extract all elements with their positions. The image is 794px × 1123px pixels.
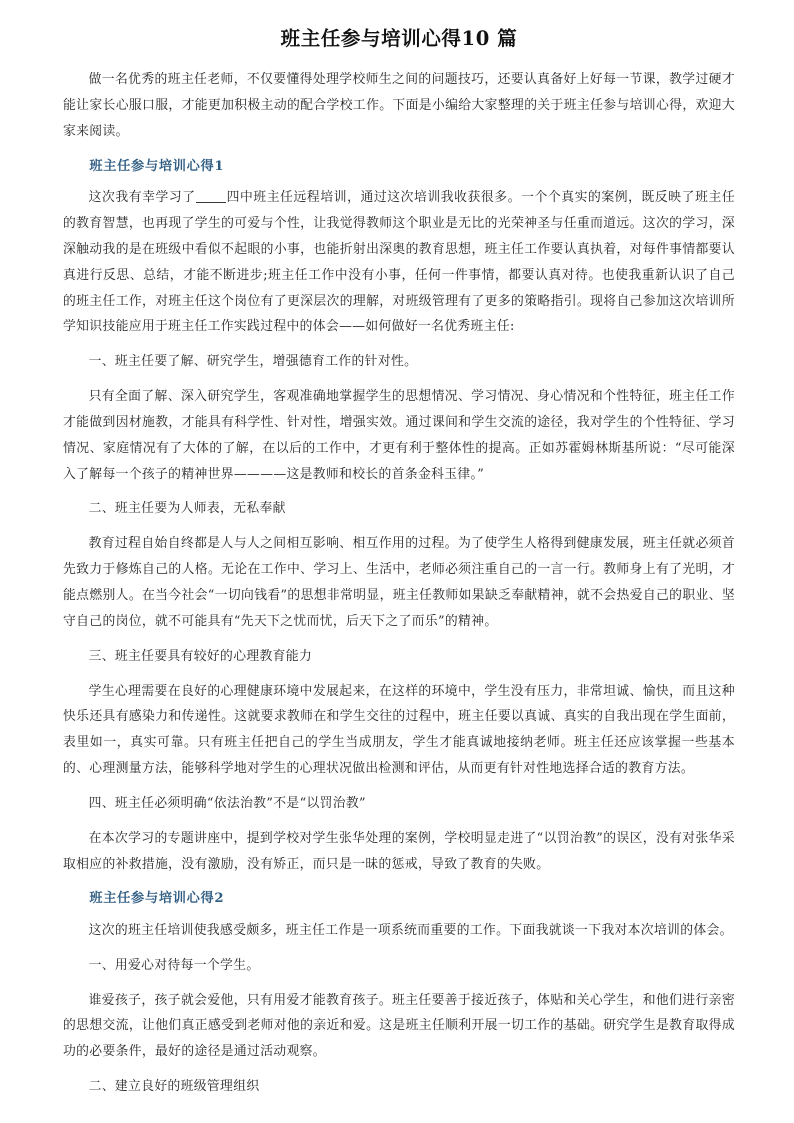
opening-text-before-blank: 这次我有幸学习了 — [88, 190, 196, 206]
document-content — [63, 24, 735, 1109]
point-body-2-1: 谁爱孩子，孩子就会爱他，只有用爱才能教育孩子。班主任要善于接近孩子，体贴和关心学生，和他们进行亲密的思想交流，让他们真正感受到老师对他的亲近和爱。这是班主任顺利开展一切工作的基础。研究学生是教育取得成功的必要条件，最好的途径是通过活动观察。 — [63, 992, 735, 1060]
section-heading-1: 班主任参与培训心得1 — [89, 158, 225, 174]
point-body-1-4: 在本次学习的专题讲座中，提到学校对学生张华处理的案例，学校明显走进了“以罚治教”的误区，没有对张华采取相应的补救措施，没有激励，没有矫正，而只是一昧的惩戒，导致了教育的失败。 — [63, 830, 735, 872]
point-title-2-1: 一、用爱心对待每一个学生。 — [88, 957, 260, 973]
section-1-opening-paragraph — [63, 185, 735, 340]
point-title-1-2: 二、班主任要为人师表，无私奉献 — [88, 501, 286, 517]
point-body-1-3: 学生心理需要在良好的心理健康环境中发展起来，在这样的环境中，学生没有压力，非常坦诚、愉快，而且这种快乐还具有感染力和传递性。这就要求教师在和学生交往的过程中，班主任要以真诚、真实的自我出现在学生面前，表里如一，真实可靠。只有班主任把自己的学生当成朋友，学生才能真诚地接纳老师。班主任还应该掌握一些基本的、心理测量方法，能够科学地对学生的心理状况做出检测和评估，从而更有针对性地选择合适的教育方法。 — [63, 683, 735, 777]
point-body-1-1: 只有全面了解、深入研究学生，客观准确地掌握学生的思想情况、学习情况、身心情况和个性特征，班主任工作才能做到因材施教，才能具有科学性、针对性，增强实效。通过课间和学生交流的途径，我对学生的个性特征、学习情况、家庭情况有了大体的了解，在以后的工作中，才更有利于整体性的提高。正如苏霍姆林斯基所说：“尽可能深入了解每一个孩子的精神世界————这是教师和校长的首条金科玉律。” — [63, 389, 735, 482]
point-title-2-2: 二、建立良好的班级管理组织 — [88, 1079, 260, 1095]
intro-paragraph: 做一名优秀的班主任老师，不仅要懂得处理学校师生之间的问题技巧，还要认真备好上好每一节课，教学过硬才能让家长心服口服，才能更加积极主动的配合学校工作。下面是小编给大家整理的关于班主任参与培训心得，欢迎大家来阅读。 — [63, 72, 735, 139]
section-heading-2: 班主任参与培训心得2 — [89, 891, 225, 907]
opening-text-after-blank: 四中班主任远程培训，通过这次培训我收获很多。一个个真实的案例，既反映了班主任的教育智慧，也再现了学生的可爱与个性，让我觉得教师这个职业是无比的光荣神圣与任重而道远。这次的学习，深深触动我的是在班级中看似不起眼的小事，也能折射出深奥的教育思想，班主任工作要认真执着，对每件事情都要认真进行反思、总结，才能不断进步;班主任工作中没有小事，任何一件事情，都要认真对待。也使我重新认识了自己的班主任工作，对班主任这个岗位有了更深层次的理解，对班级管理有了更多的策略指引。现将自己参加这次培训所学知识技能应用于班主任工作实践过程中的体会——如何做好一名优秀班主任: — [63, 190, 735, 335]
section-2-opening-paragraph: 这次的班主任培训使我感受颇多，班主任工作是一项系统而重要的工作。下面我就谈一下我对本次培训的体会。 — [88, 922, 733, 938]
point-body-1-2: 教育过程自始自终都是人与人之间相互影响、相互作用的过程。为了使学生人格得到健康发展，班主任就必须首先致力于修炼自己的人格。无论在工作中、学习上、生活中，老师必须注重自己的一言一行。教师身上有了光明，才能点燃别人。在当今社会“一切向钱看”的思想非常明显，班主任教师如果缺乏奉献精神，就不会热爱自己的职业、坚守自己的岗位，就不可能具有“先天下之忧而忧，后天下之了而乐”的精神。 — [63, 536, 735, 629]
point-title-1-1: 一、班主任要了解、研究学生，增强德育工作的针对性。 — [88, 354, 418, 370]
point-title-1-4: 四、班主任必须明确“依法治教”不是“以罚治教” — [88, 795, 366, 811]
page-title: 班主任参与培训心得10 篇 — [280, 27, 518, 50]
point-title-1-3: 三、班主任要具有较好的心理教育能力 — [88, 648, 313, 664]
fill-in-blank — [196, 202, 227, 203]
